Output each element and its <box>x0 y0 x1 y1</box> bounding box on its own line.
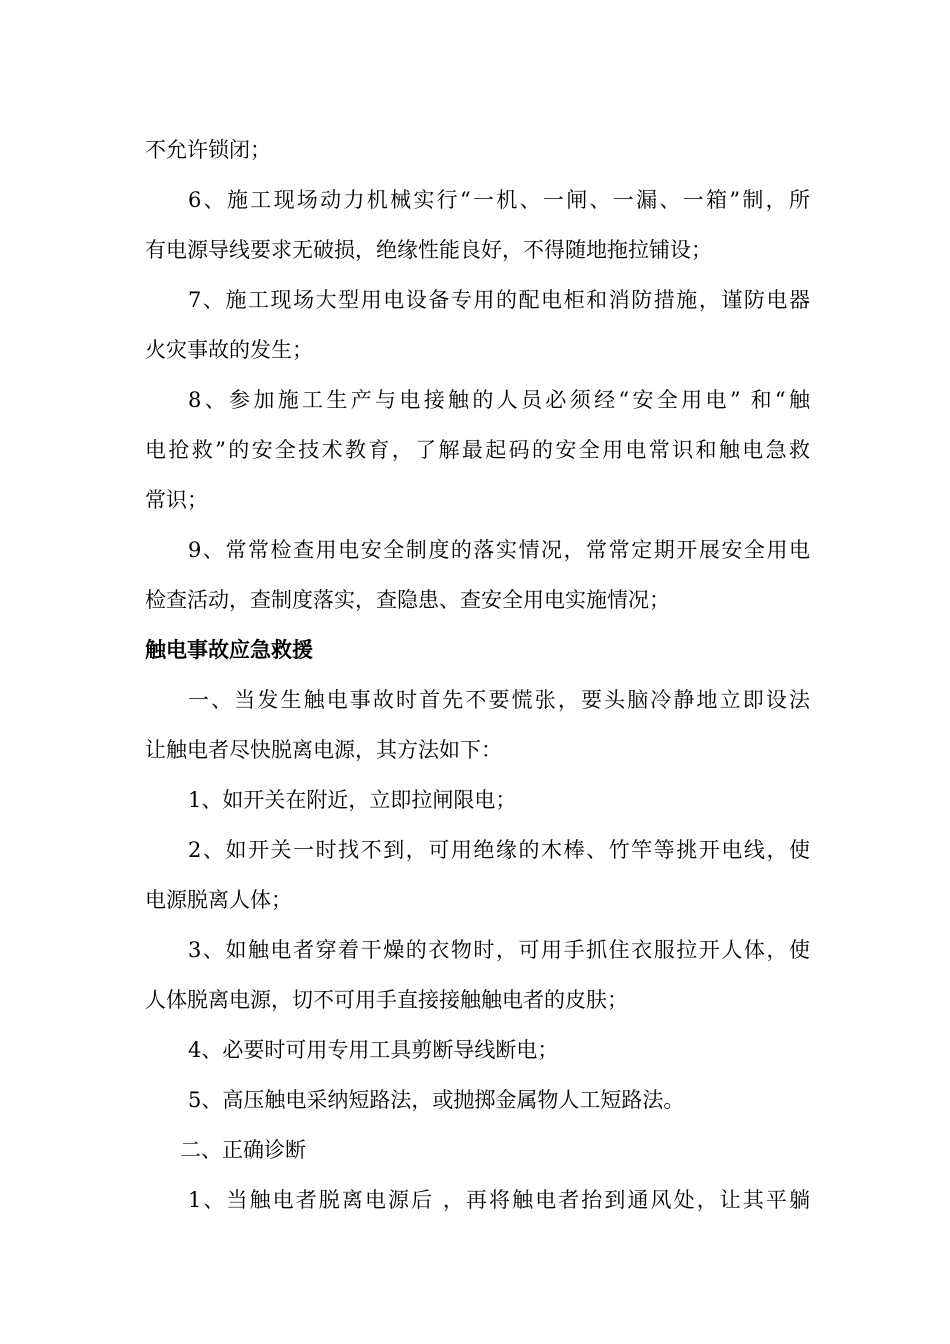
paragraph-line: 让触电者尽快脱离电源，其方法如下： <box>145 738 502 762</box>
paragraph-line: 电源脱离人体； <box>145 888 292 912</box>
paragraph-line: 8、参加施工生产与电接触的人员必须经“安全用电” 和“触 <box>188 388 810 412</box>
paragraph-line: 常识； <box>145 488 208 512</box>
paragraph-line: 不允许锁闭； <box>145 138 271 162</box>
paragraph-line: 电抢救”的安全技术教育，了解最起码的安全用电常识和触电急救 <box>145 438 810 462</box>
paragraph-line: 7、施工现场大型用电设备专用的配电柜和消防措施，谨防电器 <box>188 288 810 312</box>
paragraph-line: 火灾事故的发生； <box>145 338 313 362</box>
section-heading: 触电事故应急救援 <box>145 638 313 662</box>
paragraph-line: 4、必要时可用专用工具剪断导线断电； <box>188 1038 559 1062</box>
paragraph-line: 人体脱离电源，切不可用手直接接触触电者的皮肤； <box>145 988 628 1012</box>
paragraph-line: 1、如开关在附近，立即拉闸限电； <box>188 788 517 812</box>
paragraph-line: 1、当触电者脱离电源后 ，再将触电者抬到通风处，让其平躺 <box>188 1188 810 1212</box>
paragraph-line: 5、高压触电采纳短路法，或抛掷金属物人工短路法。 <box>188 1088 685 1112</box>
paragraph-line: 检查活动，查制度落实，查隐患、查安全用电实施情况； <box>145 588 670 612</box>
subsection-heading: 二、正确诊断 <box>180 1138 306 1162</box>
paragraph-line: 2、如开关一时找不到，可用绝缘的木棒、竹竿等挑开电线，使 <box>188 838 810 862</box>
paragraph-line: 有电源导线要求无破损，绝缘性能良好，不得随地拖拉铺设； <box>145 238 712 262</box>
paragraph-line: 9、常常检查用电安全制度的落实情况，常常定期开展安全用电 <box>188 538 810 562</box>
paragraph-line: 3、如触电者穿着干燥的衣物时，可用手抓住衣服拉开人体，使 <box>188 938 810 962</box>
paragraph-line: 一、当发生触电事故时首先不要慌张，要头脑冷静地立即设法 <box>188 688 810 712</box>
paragraph-line: 6、施工现场动力机械实行“一机、一闸、一漏、一箱”制，所 <box>188 188 810 212</box>
